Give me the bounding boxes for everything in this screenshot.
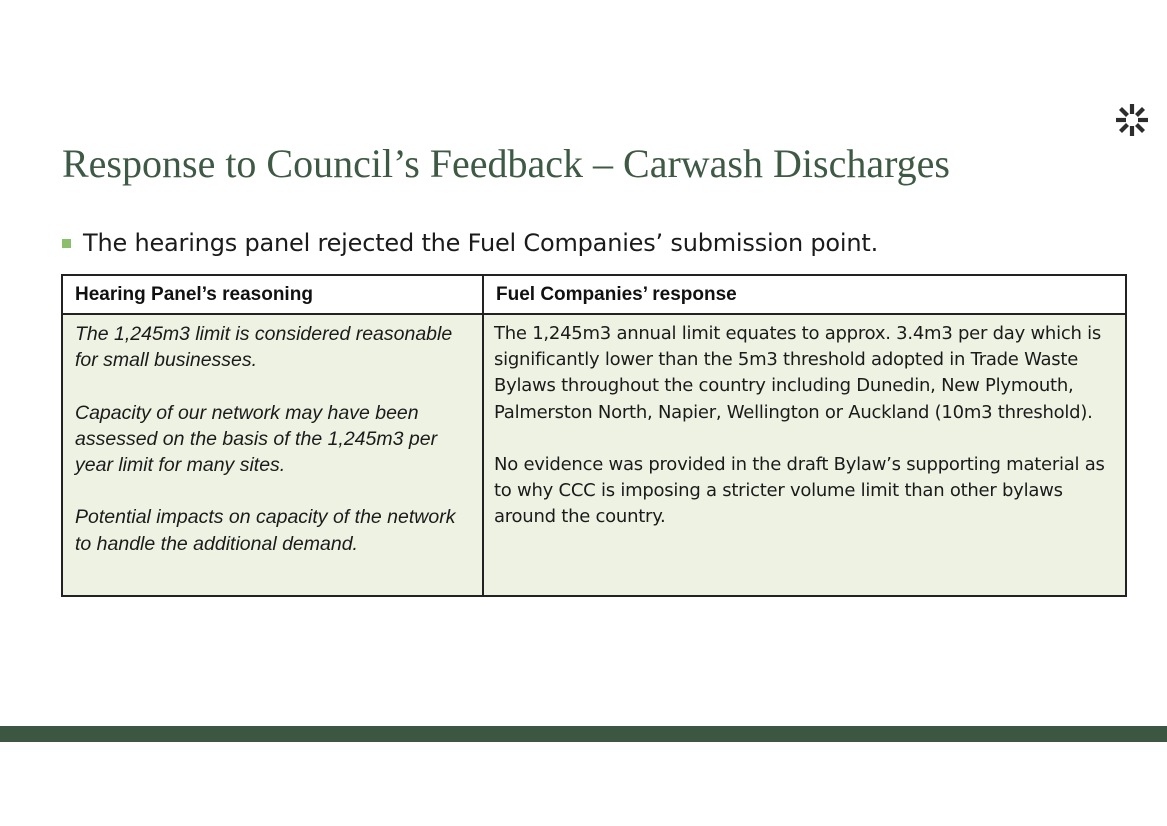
table-header-row — [62, 275, 1126, 314]
reasoning-paragraph: Potential impacts on capacity of the network to handle the additional demand. — [75, 506, 456, 555]
header-fuel-companies-response: Fuel Companies’ response — [483, 275, 1126, 314]
footer-band — [0, 726, 1167, 742]
response-paragraph: The 1,245m3 annual limit equates to approx. 3.4m3 per day which is significantly lower than the 5m3 threshold adopted in Trade Waste Bylaws throughout the country including Dunedin, New Plymouth, Palmerston North, Napier, Wellington or Auckland (10m3 threshold). — [494, 323, 1101, 423]
bullet-text: The hearings panel rejected the Fuel Companies’ submission point. — [83, 229, 879, 257]
feedback-table — [61, 274, 1127, 597]
reasoning-cell — [62, 314, 483, 596]
table-row — [62, 314, 1126, 596]
square-bullet-icon — [62, 239, 71, 248]
response-cell — [483, 314, 1126, 596]
response-paragraph: No evidence was provided in the draft Bylaw’s supporting material as to why CCC is imposing a stricter volume limit than other bylaws around the country. — [494, 454, 1105, 528]
slide-title: Response to Council’s Feedback – Carwash Discharges — [62, 141, 950, 186]
bullet-point — [62, 226, 878, 260]
reasoning-paragraph: The 1,245m3 limit is considered reasonable for small businesses. — [75, 323, 453, 372]
starburst-logo-icon — [1114, 102, 1150, 138]
reasoning-paragraph: Capacity of our network may have been assessed on the basis of the 1,245m3 per year limit for many sites. — [75, 401, 438, 476]
header-hearing-panel-reasoning: Hearing Panel’s reasoning — [62, 275, 483, 314]
